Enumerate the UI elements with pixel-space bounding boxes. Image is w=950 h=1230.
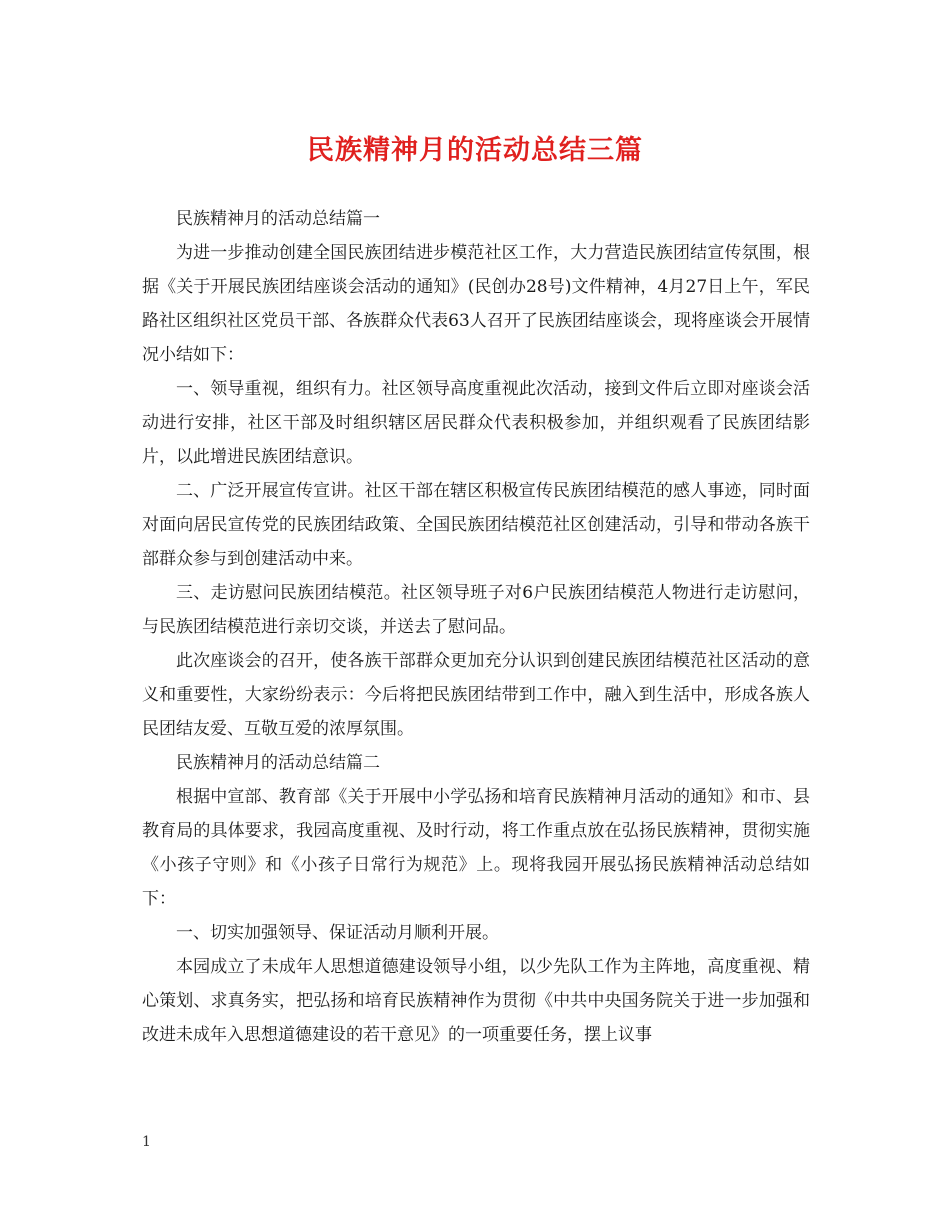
paragraph: 为进一步推动创建全国民族团结进步模范社区工作，大力营造民族团结宣传氛围，根据《关于开展民族团结座谈会活动的通知》(民创办28号)文件精神，4月27日上午，军民路社区组织社区党员干部、各族群众代表63人召开了民族团结座谈会，现将座谈会开展情况小结如下： bbox=[142, 243, 810, 365]
paragraph: 根据中宣部、教育部《关于开展中小学弘扬和培育民族精神月活动的通知》和市、县教育局的具体要求，我园高度重视、及时行动，将工作重点放在弘扬民族精神，贯彻实施《小孩子守则》和《小孩子日常行为规范》上。现将我园开展弘扬民族精神活动总结如下： bbox=[142, 787, 810, 909]
paragraph: 二、广泛开展宣传宣讲。社区干部在辖区积极宣传民族团结模范的感人事迹，同时面对面向居民宣传党的民族团结政策、全国民族团结模范社区创建活动，引导和带动各族干部群众参与到创建活动中来。 bbox=[142, 481, 810, 569]
section-heading-2: 民族精神月的活动总结篇二 bbox=[176, 753, 380, 773]
paragraph: 三、走访慰问民族团结模范。社区领导班子对6户民族团结模范人物进行走访慰问，与民族团结模范进行亲切交谈，并送去了慰问品。 bbox=[142, 583, 810, 637]
document-title: 民族精神月的活动总结三篇 bbox=[307, 135, 643, 166]
paragraph: 本园成立了未成年人思想道德建设领导小组，以少先队工作为主阵地，高度重视、精心策划、求真务实，把弘扬和培育民族精神作为贯彻《中共中央国务院关于进一步加强和改进未成年入思想道德建设的若干意见》的一项重要任务，摆上议事 bbox=[142, 957, 810, 1045]
paragraph: 一、切实加强领导、保证活动月顺利开展。 bbox=[176, 923, 499, 943]
document-body bbox=[142, 202, 810, 1052]
page-number: 1 bbox=[142, 1134, 151, 1150]
paragraph: 此次座谈会的召开，使各族干部群众更加充分认识到创建民族团结模范社区活动的意义和重要性，大家纷纷表示：今后将把民族团结带到工作中，融入到生活中，形成各族人民团结友爱、互敬互爱的浓厚氛围。 bbox=[142, 651, 810, 739]
section-heading-1: 民族精神月的活动总结篇一 bbox=[176, 209, 380, 229]
paragraph: 一、领导重视，组织有力。社区领导高度重视此次活动，接到文件后立即对座谈会活动进行安排，社区干部及时组织辖区居民群众代表积极参加，并组织观看了民族团结影片，以此增进民族团结意识。 bbox=[142, 379, 810, 467]
